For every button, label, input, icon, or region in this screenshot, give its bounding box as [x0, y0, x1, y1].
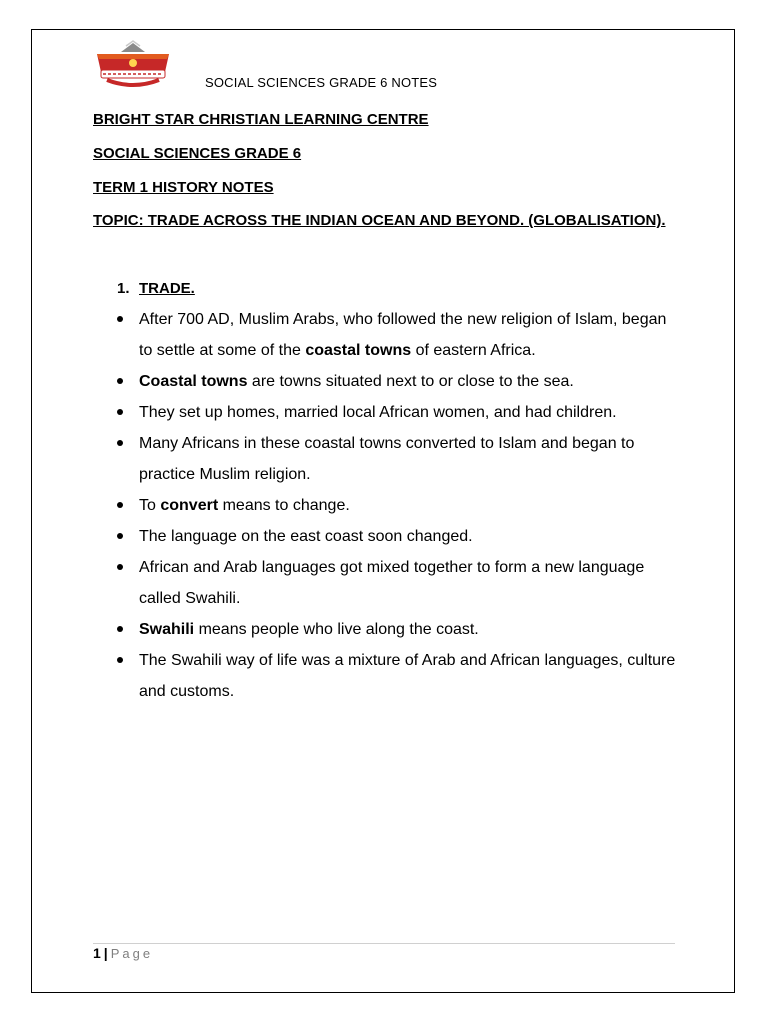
bullet-text: means people who live along the coast.: [194, 621, 479, 638]
bullet-text: of eastern Africa.: [411, 342, 536, 359]
bullet-text: To: [139, 497, 161, 514]
bullet-dot-icon: [117, 626, 123, 632]
bold-term: Swahili: [139, 621, 195, 638]
bullet-text: means to change.: [218, 497, 350, 514]
school-logo: [93, 40, 173, 92]
bullet-item: [117, 614, 677, 645]
bullet-text: African and Arab languages got mixed together to form a new language called Swahili.: [139, 559, 645, 607]
bold-term: coastal towns: [305, 342, 412, 359]
footer-divider: [93, 943, 675, 944]
bold-term: convert: [160, 497, 219, 514]
bullet-text: Many Africans in these coastal towns converted to Islam and began to practice Muslim religion.: [139, 435, 635, 483]
page-number: 1: [93, 945, 101, 961]
bullet-text: They set up homes, married local African women, and had children.: [139, 404, 617, 421]
bullet-dot-icon: [117, 564, 123, 570]
bullet-dot-icon: [117, 378, 123, 384]
bullet-dot-icon: [117, 502, 123, 508]
footer-separator: |: [103, 945, 108, 961]
section-number: 1.: [117, 280, 130, 297]
topic-heading: TOPIC: TRADE ACROSS THE INDIAN OCEAN AND BEYOND. (GLOBALISATION).: [93, 212, 666, 229]
bullet-text: After 700 AD, Muslim Arabs, who followed the new religion of Islam, began to settle at some of the: [139, 311, 667, 359]
bullet-dot-icon: [117, 409, 123, 415]
bullet-item: [117, 645, 677, 707]
page-label: Page: [110, 946, 154, 961]
subject-heading: SOCIAL SCIENCES GRADE 6: [93, 145, 302, 162]
bullet-list: [117, 304, 677, 707]
page-footer: [93, 945, 153, 961]
bullet-text: are towns situated next to or close to the sea.: [247, 373, 574, 390]
bullet-dot-icon: [117, 657, 123, 663]
bullet-item: [117, 397, 677, 428]
bullet-item: [117, 304, 677, 366]
bullet-item: [117, 366, 677, 397]
term-heading: TERM 1 HISTORY NOTES: [93, 179, 274, 196]
bullet-item: [117, 490, 677, 521]
bold-term: Coastal towns: [139, 373, 248, 390]
bullet-dot-icon: [117, 316, 123, 322]
bullet-dot-icon: [117, 533, 123, 539]
running-header-title: SOCIAL SCIENCES GRADE 6 NOTES: [205, 75, 438, 90]
school-name-heading: BRIGHT STAR CHRISTIAN LEARNING CENTRE: [93, 111, 429, 128]
bullet-item: [117, 521, 677, 552]
section-title: TRADE.: [139, 280, 195, 297]
section-heading: [117, 280, 195, 297]
bullet-text: The Swahili way of life was a mixture of Arab and African languages, culture and customs.: [139, 652, 676, 700]
bullet-dot-icon: [117, 440, 123, 446]
bullet-item: [117, 428, 677, 490]
bullet-text: The language on the east coast soon changed.: [139, 528, 473, 545]
bullet-item: [117, 552, 677, 614]
